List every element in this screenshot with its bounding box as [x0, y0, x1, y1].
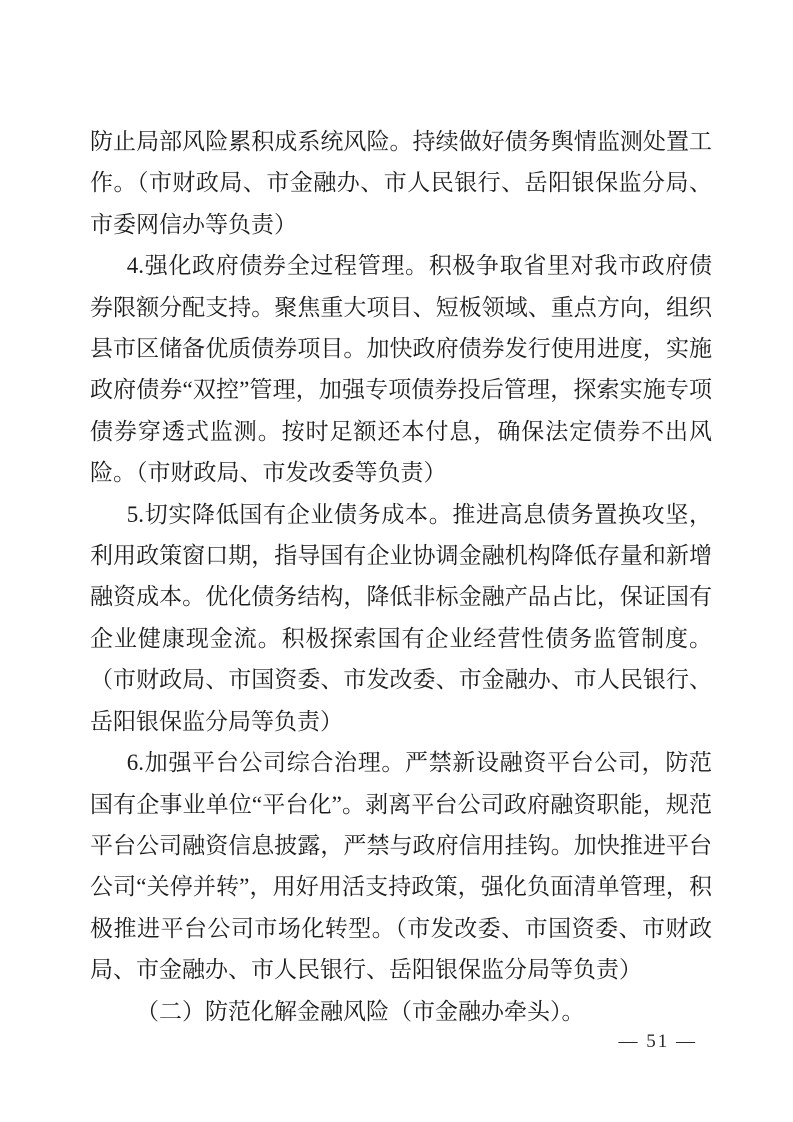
paragraph-item-4: 4.强化政府债券全过程管理。积极争取省里对我市政府债券限额分配支持。聚焦重大项目、短板领域、重点方向，组织县市区储备优质债券项目。加快政府债券发行使用进度，实施政府债券“双控”管理，加强专项债券投后管理，探索实施专项债券穿透式监测。按时足额还本付息，确保法定债券不出风险。（市财政局、市发改委等负责） [90, 253, 712, 486]
paragraph-continuation: 防止局部风险累积成系统风险。持续做好债务舆情监测处置工作。（市财政局、市金融办、市人民银行、岳阳银保监分局、市委网信办等负责） [90, 129, 712, 237]
section-heading: （二）防范化解金融风险（市金融办牵头）。 [136, 998, 585, 1024]
paragraph-item-5: 5.切实降低国有企业债务成本。推进高息债务置换攻坚，利用政策窗口期，指导国有企业协调金融机构降低存量和新增融资成本。优化债务结构，降低非标金融产品占比，保证国有企业健康现金流。积极探索国有企业经营性债务监管制度。（市财政局、市国资委、市发改委、市金融办、市人民银行、岳阳银保监分局等负责） [90, 501, 712, 734]
document-body [90, 121, 712, 1032]
paragraph-item-6: 6.加强平台公司综合治理。严禁新设融资平台公司，防范国有企事业单位“平台化”。剥离平台公司政府融资职能，规范平台公司融资信息披露，严禁与政府信用挂钩。加快推进平台公司“关停并转”，用好用活支持政策，强化负面清单管理，积极推进平台公司市场化转型。（市发改委、市国资委、市财政局、市金融办、市人民银行、岳阳银保监分局等负责） [90, 750, 712, 983]
page-number: — 51 — [618, 1031, 697, 1052]
